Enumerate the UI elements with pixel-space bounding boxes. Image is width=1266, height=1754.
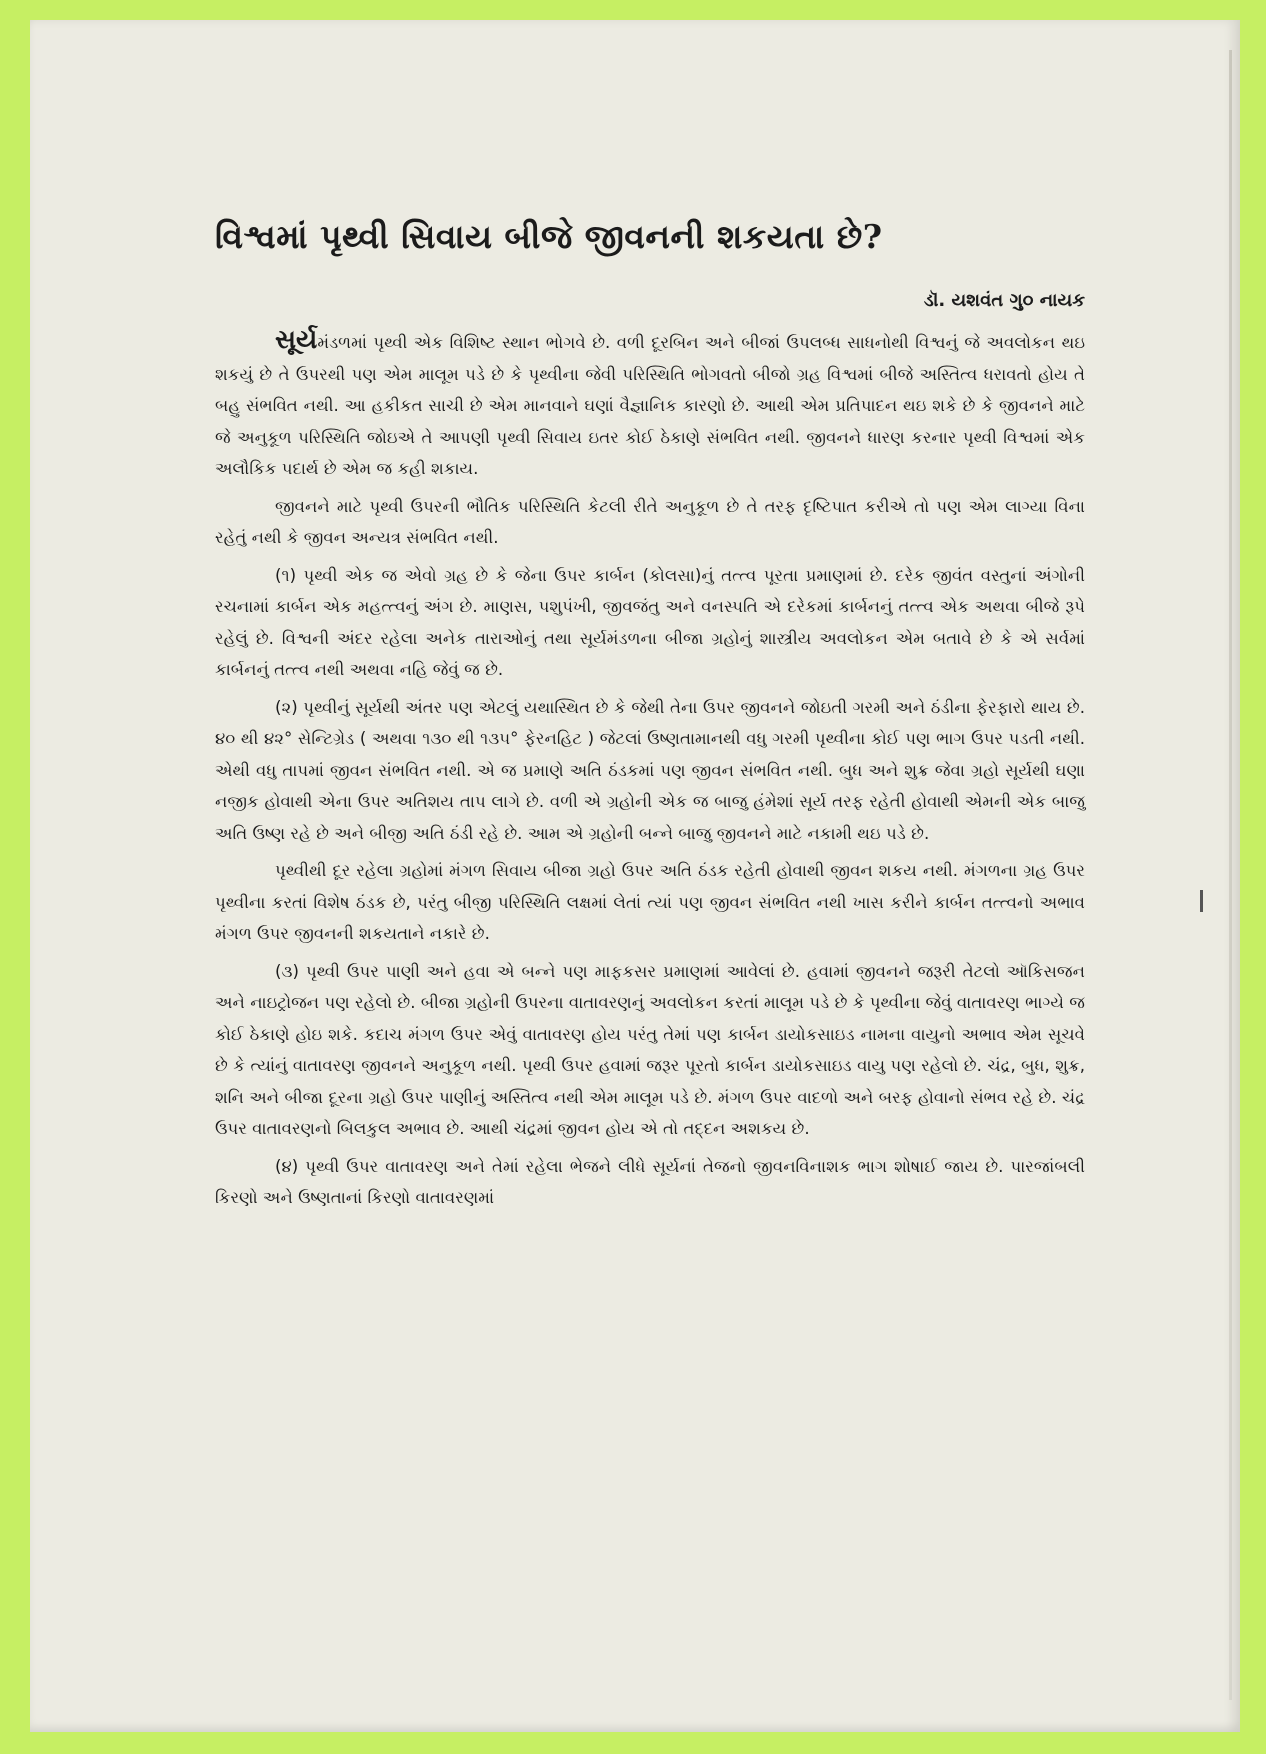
article [215, 215, 1085, 1220]
paragraph-point-4: (૪) પૃથ્વી ઉપર વાતાવરણ અને તેમાં રહેલા ભેજને લીધે સૂર્યનાં તેજનો જીવનવિનાશક ભાગ શોષાઈ જાય છે. પારજાંબલી કિરણો અને ઉષ્ણતાનાં કિરણો વાતાવરણમાં [215, 1156, 1085, 1207]
paragraph-intro [215, 325, 1085, 485]
paragraph: પૃથ્વીથી દૂર રહેલા ગ્રહોમાં મંગળ સિવાય બીજા ગ્રહો ઉપર અતિ ઠંડક રહેતી હોવાથી જીવન શકય નથી. મંગળના ગ્રહ ઉપર પૃથ્વીના કરતાં વિશેષ ઠંડક છે, પરંતુ બીજી પરિસ્થિતિ લક્ષમાં લેતાં ત્યાં પણ જીવન સંભવિત નથી ખાસ કરીને કાર્બન તત્ત્વનો અભાવ મંગળ ઉપર જીવનની શકયતાને નકારે છે. [215, 861, 1085, 943]
article-author: ડૉ. યશવંત ગુ૦ નાયક [923, 290, 1085, 311]
paragraph-point-2: (૨) પૃથ્વીનું સૂર્યથી અંતર પણ એટલું યથાસ્થિત છે કે જેથી તેના ઉપર જીવનને જોઇતી ગરમી અને ઠંડીના ફેરફારો થાય છે. ૪૦ થી ૪૨° સેન્ટિગ્રેડ ( અથવા ૧૩૦ થી ૧૩૫° ફેરનહિટ ) જેટલાં ઉષ્ણતામાનથી વધુ ગરમી પૃથ્વીના કોઈ પણ ભાગ ઉપર પડતી નથી. એથી વધુ તાપમાં જીવન સંભવિત નથી. એ જ પ્રમાણે અતિ ઠંડકમાં પણ જીવન સંભવિત નથી. બુધ અને શુક્ર જેવા ગ્રહો સૂર્યથી ઘણા નજીક હોવાથી એના ઉપર અતિશય તાપ લાગે છે. વળી એ ગ્રહોની એક જ બાજુ હંમેશાં સૂર્ય તરફ રહેતી હોવાથી એમની એક બાજુ અતિ ઉષ્ણ રહે છે અને બીજી અતિ ઠંડી રહે છે. આમ એ ગ્રહોની બન્ને બાજુ જીવનને માટે નકામી થઇ પડે છે. [215, 697, 1085, 843]
margin-mark [1200, 890, 1203, 912]
paragraph-text: મંડળમાં પૃથ્વી એક વિશિષ્ટ સ્થાન ભોગવે છે. વળી દૂરબિન અને બીજાં ઉપલબ્ધ સાધનોથી વિશ્વનું જે અવલોકન થઇ શકયું છે તે ઉપરથી પણ એમ માલૂમ પડે છે કે પૃથ્વીના જેવી પરિસ્થિતિ ભોગવતો બીજો ગ્રહ વિશ્વમાં બીજે અસ્તિત્વ ધરાવતો હોય તે બહુ સંભવિત નથી. આ હકીકત સાચી છે એમ માનવાને ઘણાં વૈજ્ઞાનિક કારણો છે. આથી એમ પ્રતિપાદન થઇ શકે છે કે જીવનને માટે જે અનુકૂળ પરિસ્થિતિ જોઇએ તે આપણી પૃથ્વી સિવાય ઇતર કોઈ ઠેકાણે સંભવિત નથી. જીવનને ધારણ કરનાર પૃથ્વી વિશ્વમાં એક અલૌકિક પદાર્થ છે એમ જ કહી શકાય. [215, 333, 1085, 478]
page-edge-shadow [1229, 50, 1232, 1700]
dropcap: સૂર્ય [275, 325, 318, 355]
article-title: વિશ્વમાં પૃથ્વી સિવાય બીજે જીવનની શકયતા છે? [215, 217, 883, 256]
paragraph-point-1: (૧) પૃથ્વી એક જ એવો ગ્રહ છે કે જેના ઉપર કાર્બન (કોલસા)નું તત્ત્વ પૂરતા પ્રમાણમાં છે. દરેક જીવંત વસ્તુનાં અંગોની રચનામાં કાર્બન એક મહત્ત્વનું અંગ છે. માણસ, પશુપંખી, જીવજંતુ અને વનસ્પતિ એ દરેકમાં કાર્બનનું તત્ત્વ એક અથવા બીજે રૂપે રહેલું છે. વિશ્વની અંદર રહેલા અનેક તારાઓનું તથા સૂર્યમંડળના બીજા ગ્રહોનું શાસ્ત્રીય અવલોકન એમ બતાવે છે કે એ સર્વમાં કાર્બનનું તત્ત્વ નથી અથવા નહિ જેવું જ છે. [215, 565, 1085, 679]
paragraph: જીવનને માટે પૃથ્વી ઉપરની ભૌતિક પરિસ્થિતિ કેટલી રીતે અનુકૂળ છે તે તરફ દૃષ્ટિપાત કરીએ તો પણ એમ લાગ્યા વિના રહેતું નથી કે જીવન અન્યત્ર સંભવિત નથી. [215, 496, 1085, 547]
paragraph-point-3: (૩) પૃથ્વી ઉપર પાણી અને હવા એ બન્ને પણ માફકસર પ્રમાણમાં આવેલાં છે. હવામાં જીવનને જરૂરી તેટલો ઑકિસજન અને નાઇટ્રોજન પણ રહેલો છે. બીજા ગ્રહોની ઉપરના વાતાવરણનું અવલોકન કરતાં માલૂમ પડે છે કે પૃથ્વીના જેવું વાતાવરણ ભાગ્યે જ કોઈ ઠેકાણે હોઇ શકે. કદાચ મંગળ ઉપર એવું વાતાવરણ હોય પરંતુ તેમાં પણ કાર્બન ડાયોકસાઇડ નામના વાયુનો અભાવ એમ સૂચવે છે કે ત્યાંનું વાતાવરણ જીવનને અનુકૂળ નથી. પૃથ્વી ઉપર હવામાં જરૂર પૂરતો કાર્બન ડાયોકસાઇડ વાયુ પણ રહેલો છે. ચંદ્ર, બુધ, શુક્ર, શનિ અને બીજા દૂરના ગ્રહો ઉપર પાણીનું અસ્તિત્વ નથી એમ માલૂમ પડે છે. મંગળ ઉપર વાદળો અને બરફ હોવાનો સંભવ રહે છે. ચંદ્ર ઉપર વાતાવરણનો બિલકુલ અભાવ છે. આથી ચંદ્રમાં જીવન હોય એ તો તદ્દન અશકય છે. [215, 961, 1085, 1138]
